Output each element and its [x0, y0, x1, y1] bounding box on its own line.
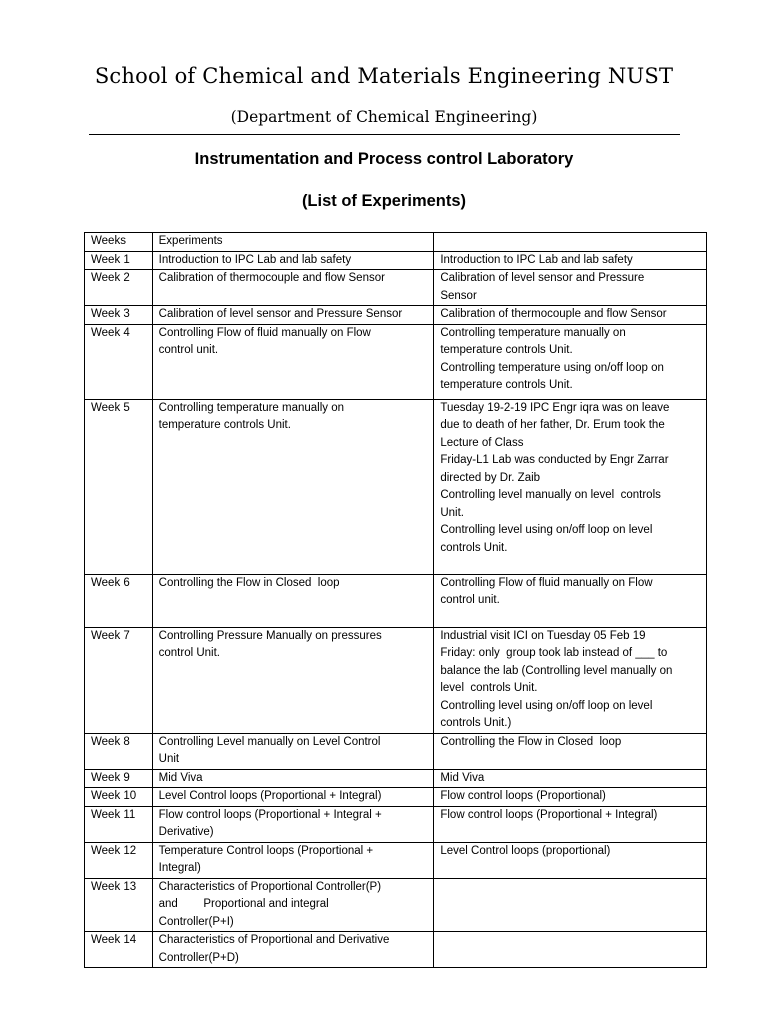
experiment-cell	[152, 324, 434, 399]
cell-line: controls Unit.)	[440, 717, 512, 729]
table-row	[85, 251, 707, 270]
cell-line: Mid Viva	[158, 771, 203, 784]
actual-cell	[434, 878, 707, 932]
week-cell: Week 3	[85, 306, 153, 325]
table-row	[85, 306, 707, 325]
actual-cell	[434, 324, 707, 399]
cell-line: Controlling Flow of fluid manually on Flow	[440, 576, 653, 589]
table-header-row	[85, 233, 707, 252]
actual-cell	[434, 733, 707, 769]
cell-line: Controlling temperature manually on	[440, 326, 626, 339]
cell-line: Flow control loops (Proportional + Integral)	[440, 808, 658, 821]
table-row	[85, 270, 707, 306]
cell-line: Controlling level using on/off loop on level	[440, 524, 653, 536]
cell-line: Unit	[158, 753, 180, 765]
table-row	[85, 788, 707, 807]
cell-line: Mid Viva	[440, 771, 485, 784]
cell-line: Controlling the Flow in Closed loop	[158, 576, 340, 589]
cell-line: Characteristics of Proportional and Derivative	[158, 934, 390, 946]
cell-line: Calibration of thermocouple and flow Sensor	[158, 272, 385, 284]
cell-line: Controlling level using on/off loop on level	[440, 699, 653, 712]
cell-line: Level Control loops (proportional)	[440, 844, 611, 857]
experiments-table	[84, 232, 707, 968]
cell-line: Friday: only group took lab instead of ___ to	[440, 647, 668, 659]
experiment-cell	[152, 733, 434, 769]
cell-line: directed by Dr. Zaib	[440, 471, 541, 484]
week-cell: Week 14	[85, 932, 153, 968]
cell-line: controls Unit.	[440, 541, 508, 554]
cell-line: Controlling Level manually on Level Control	[158, 735, 381, 748]
header-blank	[434, 233, 707, 252]
cell-line: Introduction to IPC Lab and lab safety	[158, 253, 352, 266]
school-title: School of Chemical and Materials Engineering NUST	[94, 64, 674, 88]
experiment-cell	[152, 788, 434, 807]
week-cell: Week 11	[85, 806, 153, 842]
cell-line: Introduction to IPC Lab and lab safety	[440, 253, 633, 266]
cell-line: Calibration of level sensor and Pressure Sensor	[158, 308, 403, 320]
cell-line: and Proportional and integral	[158, 898, 329, 910]
cell-line: Controller(P+D)	[158, 951, 239, 964]
table-row	[85, 627, 707, 733]
cell-line: Flow control loops (Proportional + Integral +	[158, 808, 382, 821]
table-row	[85, 399, 707, 574]
table-row	[85, 574, 707, 627]
week-cell: Week 5	[85, 399, 153, 574]
actual-cell	[434, 306, 707, 325]
cell-line: temperature controls Unit.	[158, 419, 291, 431]
cell-line: Characteristics of Proportional Controller(P)	[158, 880, 382, 893]
experiment-cell	[152, 574, 434, 627]
cell-line: Controlling temperature using on/off loop on	[440, 361, 664, 374]
cell-line: Controlling Pressure Manually on pressures	[158, 629, 382, 642]
lab-title: Instrumentation and Process control Laboratory	[194, 150, 574, 168]
cell-line: Integral)	[158, 862, 201, 874]
cell-line: control unit.	[440, 594, 500, 606]
cell-line: Lecture of Class	[440, 436, 524, 449]
week-cell: Week 6	[85, 574, 153, 627]
cell-line: temperature controls Unit.	[440, 344, 573, 356]
table-row	[85, 769, 707, 788]
week-cell: Week 10	[85, 788, 153, 807]
actual-cell	[434, 932, 707, 968]
cell-line: temperature controls Unit.	[440, 379, 573, 391]
experiment-cell	[152, 769, 434, 788]
table-row	[85, 842, 707, 878]
cell-line: due to death of her father, Dr. Erum took the	[440, 419, 665, 431]
cell-line: Industrial visit ICI on Tuesday 05 Feb 19	[440, 629, 646, 642]
cell-line: level controls Unit.	[440, 682, 538, 694]
experiment-cell	[152, 627, 434, 733]
cell-line: Derivative)	[158, 826, 214, 838]
header-experiments: Experiments	[152, 233, 434, 252]
cell-line: Calibration of thermocouple and flow Sensor	[440, 308, 667, 320]
cell-line: Level Control loops (Proportional + Integral)	[158, 790, 382, 802]
week-cell: Week 7	[85, 627, 153, 733]
actual-cell	[434, 270, 707, 306]
table-row	[85, 733, 707, 769]
actual-cell	[434, 574, 707, 627]
experiment-cell	[152, 251, 434, 270]
cell-line: Controller(P+I)	[158, 915, 234, 928]
actual-cell	[434, 627, 707, 733]
list-title: (List of Experiments)	[301, 192, 467, 210]
cell-line: Controlling temperature manually on	[158, 401, 345, 414]
week-cell: Week 13	[85, 878, 153, 932]
header-weeks: Weeks	[85, 233, 153, 252]
experiment-cell	[152, 806, 434, 842]
week-cell: Week 9	[85, 769, 153, 788]
experiment-cell	[152, 932, 434, 968]
actual-cell	[434, 788, 707, 807]
cell-line: Tuesday 19-2-19 IPC Engr iqra was on leave	[440, 401, 670, 414]
cell-line: Controlling Flow of fluid manually on Flow	[158, 326, 371, 339]
table-row	[85, 932, 707, 968]
cell-line: Controlling the Flow in Closed loop	[440, 735, 622, 748]
experiment-cell	[152, 399, 434, 574]
cell-line: Friday-L1 Lab was conducted by Engr Zarrar	[440, 454, 669, 466]
experiment-cell	[152, 270, 434, 306]
week-cell: Week 8	[85, 733, 153, 769]
table-row	[85, 806, 707, 842]
week-cell: Week 1	[85, 251, 153, 270]
cell-line: Flow control loops (Proportional)	[440, 790, 606, 802]
cell-line: Sensor	[440, 289, 477, 302]
actual-cell	[434, 769, 707, 788]
week-cell: Week 4	[85, 324, 153, 399]
experiment-cell	[152, 842, 434, 878]
actual-cell	[434, 842, 707, 878]
actual-cell	[434, 399, 707, 574]
experiment-cell	[152, 306, 434, 325]
week-cell: Week 12	[85, 842, 153, 878]
cell-line: Calibration of level sensor and Pressure	[440, 272, 645, 284]
cell-line: Unit.	[440, 506, 464, 519]
experiment-cell	[152, 878, 434, 932]
cell-line: control Unit.	[158, 647, 220, 659]
actual-cell	[434, 806, 707, 842]
cell-line: balance the lab (Controlling level manually on	[440, 664, 673, 677]
table-row	[85, 878, 707, 932]
week-cell: Week 2	[85, 270, 153, 306]
cell-line: Controlling level manually on level controls	[440, 489, 661, 501]
cell-line: control unit.	[158, 344, 219, 356]
table-row	[85, 324, 707, 399]
cell-line: Temperature Control loops (Proportional +	[158, 844, 374, 857]
header-divider	[89, 134, 680, 135]
actual-cell	[434, 251, 707, 270]
department-subtitle: (Department of Chemical Engineering)	[230, 108, 538, 126]
